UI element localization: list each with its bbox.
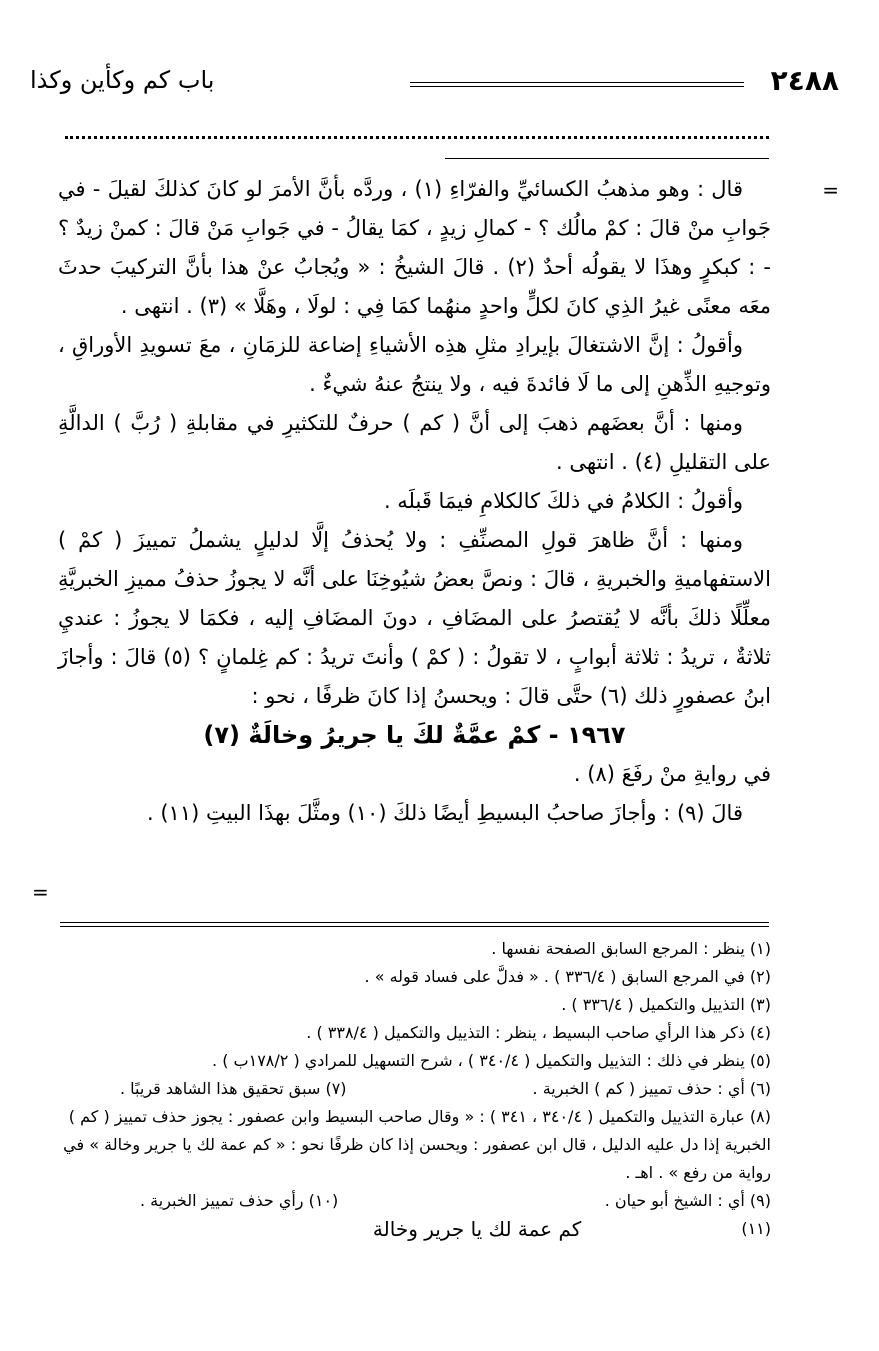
verse-line: ١٩٦٧ - كمْ عمَّةٌ لكَ يا جريرُ وخالَةٌ (٧) bbox=[203, 721, 626, 749]
footnote-9: (٩) أي : الشيخ أبو حيان . bbox=[604, 1191, 771, 1210]
paragraph-2: وأقولُ : إنَّ الاشتغالَ بإيرادِ مثلِ هذِه الأشياءِ إضاعة للزمَانِ ، معَ تسويدِ الأوراقِ ، وتوجيهِ الذِّهنِ إلى ما لَا فائدةَ فيه ، ولا ينتجُ عنهُ شيءٌ . bbox=[58, 333, 771, 396]
main-text bbox=[58, 170, 771, 833]
footnote-5: (٥) ينظر في ذلك : التذييل والتكميل ( ٣٤٠/٤ ) ، شرح التسهيل للمرادي ( ١٧٨/٢ب ) . bbox=[212, 1051, 771, 1070]
margin-mark-top: = bbox=[822, 178, 839, 202]
running-title: باب كم وكأين وكذا bbox=[30, 66, 215, 94]
paragraph-5: ومنها : أنَّ ظاهرَ قولِ المصنِّفِ : ولا يُحذفُ إلَّا لدليلٍ يشملُ تمييزَ ( كمْ ) الاستفهاميةِ والخبريةِ ، قالَ : ونصَّ بعضُ شيُوخِنَا على أنَّه لا يجوزُ حذفُ مميزِ الخبريَّةِ معلِّلًا ذلكَ بأنَّه لا يُقتصرُ على المضَافِ ، دونَ المضَافِ إليه ، فكمَا لا يجوزُ : عنديِ ثلاثةٌ ، تريدُ : ثلاثة أبوابٍ ، لا تقولُ : ( كمْ ) وأنتَ تريدُ : كم غِلمانٍ ؟ (٥) قالَ : وأجازَ ابنُ عصفورٍ ذلك (٦) حتَّى قالَ : ويحسنُ إذا كانَ ظرفًا ، نحو : bbox=[58, 528, 771, 708]
footnote-7: (٧) سبق تحقيق هذا الشاهد قريبًا . bbox=[120, 1079, 347, 1098]
paragraph-7: قالَ (٩) : وأجازَ صاحبُ البسيطِ أيضًا ذلكَ (١٠) ومثَّلَ بهذَا البيتِ (١١) . bbox=[147, 801, 743, 825]
margin-mark-bottom: = bbox=[32, 880, 49, 904]
footnote-divider bbox=[60, 922, 769, 927]
footnote-row-9-10 bbox=[60, 1187, 771, 1215]
dotted-divider bbox=[65, 136, 769, 147]
paragraph-3: ومنها : أنَّ بعضَهم ذهبَ إلى أنَّ ( كم ) حرفٌ للتكثيرِ في مقابلةِ ( رُبَّ ) الدالَّةِ على التقليلِ (٤) . انتهى . bbox=[58, 411, 771, 474]
footnote-3: (٣) التذييل والتكميل ( ٣٣٦/٤ ) . bbox=[561, 995, 771, 1014]
page-number: ٢٤٨٨ bbox=[770, 64, 839, 97]
footnote-11-text: كم عمة لك يا جرير وخالة bbox=[372, 1217, 582, 1241]
footnote-4: (٤) ذكر هذا الرأي صاحب البسيط ، ينظر : التذييل والتكميل ( ٣٣٨/٤ ) . bbox=[306, 1023, 771, 1042]
top-divider bbox=[445, 158, 769, 159]
paragraph-1: قال : وهو مذهبُ الكسائيِّ والفرّاءِ (١) ، وردَّه بأنَّ الأمرَ لو كانَ كذلكَ لقيلَ - في جَوابِ منْ قالَ : كمْ مالُك ؟ - كمالِ زيدٍ ، كمَا يقالُ - في جَوابِ مَنْ قالَ : كمنْ زيدٌ ؟ - : كبكرٍ وهذَا لا يقولُه أحدٌ (٢) . قالَ الشيخُ : « ويُجابُ عنْ هذا بأنَّ التركيبَ حدثَ معَه معنًى غيرُ الذِي كانَ لكلٍّ واحدٍ منهُما كمَا فِي : لولَا ، وهَلَّا » (٣) . انتهى . bbox=[58, 177, 772, 318]
paragraph-4: وأقولُ : الكلامُ في ذلكَ كالكلامِ فيمَا قَبلَه . bbox=[383, 489, 743, 513]
footnote-8: (٨) عبارة التذييل والتكميل ( ٣٤٠/٤ ، ٣٤١ ) : « وقال صاحب البسيط وابن عصفور : يجوز حذف تمييز ( كم ) الخبرية إذا دل عليه الدليل ، قال ابن عصفور : ويحسن إذا كان ظرفًا نحو : « كم عمة لك يا جرير وخالة » في رواية من رفع » . اهـ . bbox=[63, 1107, 771, 1182]
footnote-row-6-7 bbox=[60, 1075, 771, 1103]
footnote-6: (٦) أي : حذف تمييز ( كم ) الخبرية . bbox=[532, 1079, 771, 1098]
footnote-11-number: (١١) bbox=[741, 1219, 771, 1238]
footnote-10: (١٠) رأي حذف تمييز الخبرية . bbox=[140, 1191, 339, 1210]
header-rule bbox=[410, 82, 744, 87]
footnote-2: (٢) في المرجع السابق ( ٣٣٦/٤ ) . « فدلَّ على فساد قوله » . bbox=[364, 967, 771, 986]
footnotes bbox=[60, 935, 771, 1243]
footnote-1: (١) ينظر : المرجع السابق الصفحة نفسها . bbox=[491, 939, 771, 958]
footnote-11 bbox=[60, 1215, 771, 1243]
page-header bbox=[30, 62, 839, 106]
paragraph-6: في روايةِ منْ رفَعَ (٨) . bbox=[573, 762, 771, 786]
